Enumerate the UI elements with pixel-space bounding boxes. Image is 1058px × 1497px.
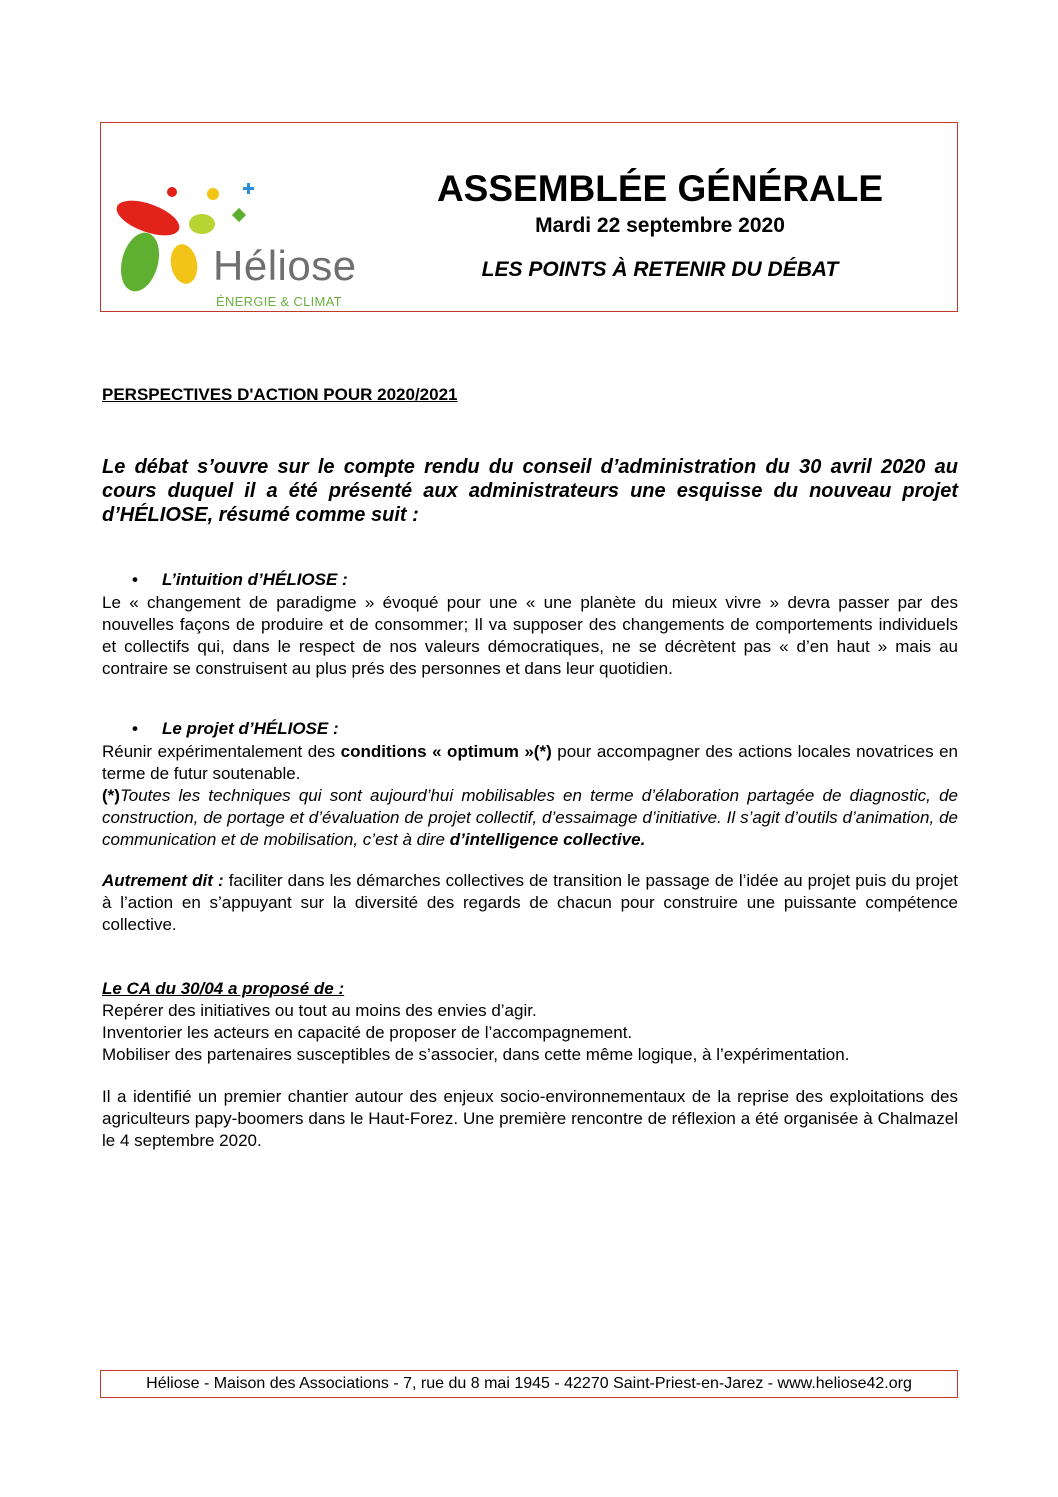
intuition-paragraph: Le « changement de paradigme » évoqué pour une « une planète du mieux vivre » devra passer par des nouvelles façons de produire et de consommer; Il va supposer des changements de comportements individuels et collectifs qui, dans le respect de nos valeurs démocratiques, ne se décrètent pas « d’en haut » mais au contraire se construisent au plus prés des personnes et dans leur quotidien. (102, 593, 958, 678)
note-text: Toutes les techniques qui sont aujourd’hui mobilisables en terme d’élaboration partagée de diagnostic, de construction, de portage et d’évaluation de projet collectif, d’essaimage d’initiative. Il s’agit d’outils d’animation, de communication et de mobilisation, c’est à dire (102, 786, 958, 849)
ca-item: Repérer des initiatives ou tout au moins des envies d’agir. (102, 1001, 537, 1020)
projet-heading-text: Le projet d’HÉLIOSE : (162, 719, 339, 738)
section-title: PERSPECTIVES D'ACTION POUR 2020/2021 (102, 385, 458, 404)
intuition-heading (132, 570, 348, 590)
ca-item: Inventorier les acteurs en capacité de proposer de l’accompagnement. (102, 1023, 633, 1042)
flower-icon (110, 170, 360, 312)
chantier-paragraph: Il a identifié un premier chantier autour des enjeux socio-environnementaux de la reprise des exploitations des agriculteurs papy-boomers dans le Haut-Forez. Une première rencontre de réflexion a été organisée à Chalmazel le 4 septembre 2020. (102, 1087, 958, 1150)
autrement-text: faciliter dans les démarches collectives de transition le passage de l’idée au projet puis du projet à l’action en s’appuyant sur la diversité des regards de chacun pour construire une puissante compétence collective. (102, 871, 959, 934)
bullet-icon: • (132, 570, 138, 589)
logo-name: Héliose (213, 242, 357, 289)
bullet-icon: • (132, 719, 138, 738)
projet-note (102, 785, 958, 851)
projet-text-bold: conditions « optimum »(*) (340, 742, 552, 761)
intro-paragraph: Le débat s’ouvre sur le compte rendu du conseil d’administration du 30 avril 2020 au cours duquel il a été présenté aux administrateurs une esquisse du nouveau projet d’HÉLIOSE, résumé comme suit : (102, 456, 958, 526)
meeting-date: Mardi 22 septembre 2020 (535, 214, 785, 237)
intuition-heading-text: L’intuition d’HÉLIOSE : (162, 570, 348, 589)
note-bold: d’intelligence collective. (449, 830, 646, 849)
heliose-logo (110, 170, 360, 312)
projet-paragraph (102, 741, 958, 785)
autrement-paragraph (102, 870, 958, 936)
page-subtitle: LES POINTS À RETENIR DU DÉBAT (481, 258, 839, 281)
projet-text-end: pour accompagner des actions locales novatrices en terme de futur soutenable. (102, 742, 958, 783)
autrement-label: Autrement dit : (102, 871, 224, 890)
page-title: ASSEMBLÉE GÉNÉRALE (436, 168, 884, 209)
projet-heading (132, 719, 339, 739)
ca-heading-text: Le CA du 30/04 a proposé de : (102, 979, 345, 998)
projet-text-start: Réunir expérimentalement des (102, 742, 341, 761)
ca-item: Mobiliser des partenaires susceptibles de s’associer, dans cette même logique, à l’expérimentation. (102, 1045, 850, 1064)
footer: Héliose - Maison des Associations - 7, rue du 8 mai 1945 - 42270 Saint-Priest-en-Jarez - www.heliose42.org (100, 1370, 958, 1398)
ca-heading (102, 978, 958, 1000)
note-marker: (*) (102, 786, 120, 805)
logo-tagline: ÉNERGIE & CLIMAT (216, 294, 342, 309)
